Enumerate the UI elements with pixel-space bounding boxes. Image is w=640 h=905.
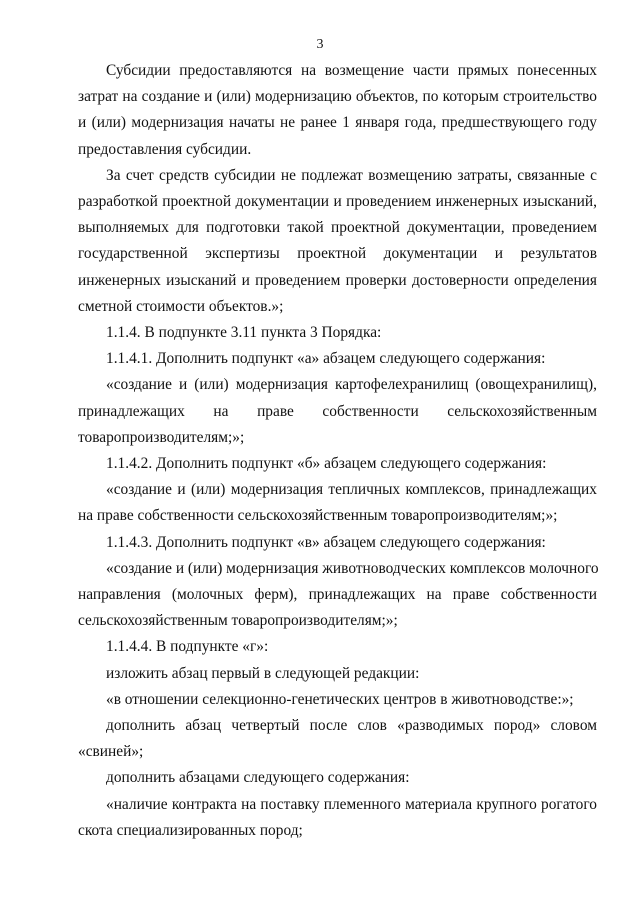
text-line: направления (молочных ферм), принадлежащих на праве собственности [78, 586, 597, 603]
text-line: товаропроизводителям;»; [78, 428, 245, 446]
text-line: затрат на создание и (или) модернизацию объектов, по которым строительство [78, 88, 597, 106]
text-line: сельскохозяйственным товаропроизводителям;»; [78, 612, 398, 630]
text-line: разработкой проектной документации и проведением инженерных изысканий, [78, 193, 597, 210]
text-line: государственной экспертизы проектной документации и результатов [78, 245, 597, 263]
text-line: принадлежащих на праве собственности сельскохозяйственным [78, 402, 597, 420]
text-line: на праве собственности сельскохозяйственным товаропроизводителям;»; [78, 507, 558, 525]
text-line: «наличие контракта на поставку племенного материала крупного рогатого [106, 795, 597, 813]
text-line: сметной стоимости объектов.»; [78, 297, 284, 315]
text-line: дополнить абзацами следующего содержания: [106, 769, 410, 787]
text-line: инженерных изысканий и проведением проверки достоверности определения [78, 271, 597, 289]
text-line: выполняемых для подготовки такой проектной документации, проведением [78, 219, 597, 237]
text-line: «создание и (или) модернизация картофелехранилищ (овощехранилищ), [106, 376, 597, 394]
text-line: 1.1.4.2. Дополнить подпункт «б» абзацем следующего содержания: [106, 455, 547, 472]
text-line: скота специализированных пород; [78, 821, 303, 839]
text-line: изложить абзац первый в следующей редакции: [106, 664, 420, 682]
text-line: и (или) модернизация начаты не ранее 1 января года, предшествующего году [78, 114, 597, 132]
page-number: 3 [316, 37, 324, 52]
text-line: «создание и (или) модернизация тепличных комплексов, принадлежащих [106, 481, 597, 499]
text-line: предоставления субсидии. [78, 140, 252, 158]
text-line: 1.1.4. В подпункте 3.11 пункта 3 Порядка: [106, 324, 382, 341]
text-line: 1.1.4.1. Дополнить подпункт «а» абзацем следующего содержания: [106, 350, 546, 368]
text-line: 1.1.4.4. В подпункте «г»: [106, 638, 269, 656]
text-line: За счет средств субсидии не подлежат возмещению затраты, связанные с [106, 166, 597, 184]
text-line: «в отношении селекционно-генетических центров в животноводстве:»; [106, 690, 574, 708]
text-line: «создание и (или) модернизация животноводческих комплексов молочного [106, 559, 599, 577]
text-line: дополнить абзац четвертый после слов «разводимых пород» словом [106, 717, 597, 734]
text-line: 1.1.4.3. Дополнить подпункт «в» абзацем следующего содержания: [106, 533, 546, 551]
text-line: «свиней»; [78, 743, 144, 761]
text-line: Субсидии предоставляются на возмещение части прямых понесенных [106, 62, 597, 79]
